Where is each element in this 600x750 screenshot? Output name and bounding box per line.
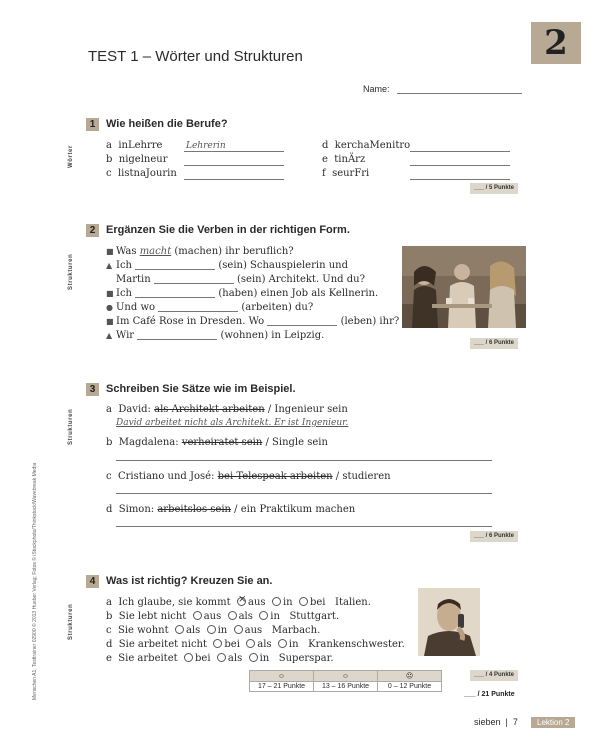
grade-face-ok-icon: ☺: [314, 671, 378, 682]
item-text: Ich glaube, sie kommt: [118, 597, 231, 608]
man-on-phone-photo: [418, 588, 480, 656]
s2-post: (haben) einen Job als Kellnerin.: [218, 288, 379, 299]
triangle-bullet-icon: ▲: [106, 261, 113, 270]
option-label: in: [259, 653, 270, 664]
square-bullet-icon: ■: [106, 247, 114, 256]
item-letter: e: [322, 154, 328, 165]
s1-line-e[interactable]: [410, 165, 510, 166]
cafe-photo-illustration: [402, 246, 526, 328]
grade-range: 0 – 12 Punkte: [378, 682, 442, 692]
radio-circle-icon[interactable]: [246, 639, 255, 648]
radio-circle-icon[interactable]: [184, 653, 193, 662]
s2-pre: Wir: [116, 330, 135, 341]
square-bullet-icon: ■: [106, 289, 114, 298]
s2-blank[interactable]: [137, 339, 217, 340]
s1-item-d: [322, 140, 410, 151]
s2-line-3: [116, 274, 365, 285]
s4-item-d: [106, 639, 405, 650]
s1-item-a: [106, 140, 162, 151]
item-letter: d: [106, 639, 113, 650]
new-phrase: / Single sein: [265, 437, 328, 448]
s3-answer-line-d[interactable]: [116, 526, 492, 527]
s2-example-answer: macht: [139, 246, 172, 257]
s3-example-sentence: David arbeitet nicht als Architekt. Er ist Ingenieur.: [116, 418, 349, 428]
total-score: ___ / 21 Punkte: [464, 691, 515, 698]
item-text: Sie wohnt: [117, 625, 169, 636]
s3-item-a: [106, 404, 348, 415]
s1-line-a[interactable]: [184, 151, 284, 152]
radio-circle-icon[interactable]: [278, 639, 287, 648]
radio-circle-icon[interactable]: [272, 597, 281, 606]
s3-item-c: [106, 471, 391, 482]
footer-lesson-tab: Lektion 2: [531, 717, 575, 728]
option-label: als: [238, 611, 253, 622]
item-text: Sie arbeitet nicht: [118, 639, 208, 650]
radio-circle-icon[interactable]: [175, 625, 184, 634]
section-4-title: Was ist richtig? Kreuzen Sie an.: [106, 575, 273, 587]
s1-item-f: [322, 168, 369, 179]
s3-item-b: [106, 437, 328, 448]
footer-page: sieben | 7: [474, 717, 518, 727]
new-phrase: / studieren: [335, 471, 391, 482]
s4-item-a: [106, 597, 371, 608]
item-letter: d: [106, 504, 113, 515]
s2-post: (arbeiten) du?: [241, 302, 314, 313]
radio-circle-icon[interactable]: [213, 639, 222, 648]
item-end: Stuttgart.: [289, 611, 340, 622]
option-label: aus: [244, 625, 263, 636]
radio-circle-icon[interactable]: [259, 611, 268, 620]
s1-line-d[interactable]: [410, 151, 510, 152]
option-label: als: [257, 639, 272, 650]
s4-item-e: [106, 653, 334, 664]
section-4-score: ___ / 4 Punkte: [470, 670, 518, 681]
circle-bullet-icon: ●: [106, 303, 113, 312]
item-end: Superspar.: [278, 653, 334, 664]
square-bullet-icon: ■: [106, 317, 114, 326]
s1-item-b: [106, 154, 168, 165]
item-letter: d: [322, 140, 329, 151]
s1-answer-a: Lehrerin: [186, 141, 226, 151]
s2-line-5: [106, 302, 313, 313]
s2-line-1: [106, 246, 294, 257]
item-text: Sie arbeitet: [118, 653, 178, 664]
triangle-bullet-icon: ▲: [106, 331, 113, 340]
s2-blank[interactable]: [135, 269, 215, 270]
radio-circle-icon[interactable]: [228, 611, 237, 620]
s2-blank[interactable]: [135, 297, 215, 298]
man-on-phone-illustration: [418, 588, 480, 656]
s3-item-d: [106, 504, 355, 515]
s2-line-7: [106, 330, 324, 341]
name-field[interactable]: [397, 93, 522, 94]
s2-pre: Ich: [116, 288, 132, 299]
s1-item-c: [106, 168, 177, 179]
item-end: Krankenschwester.: [308, 639, 405, 650]
option-label: bei: [309, 597, 326, 608]
section-1-number: 1: [86, 118, 99, 131]
checked-circle-icon[interactable]: [237, 597, 246, 606]
item-letter: a: [106, 140, 112, 151]
item-text: listnaJourin: [117, 168, 177, 179]
struck-phrase: bei Telespeak arbeiten: [217, 471, 333, 482]
name-label: Name:: [363, 84, 390, 94]
struck-phrase: als Architekt arbeiten: [154, 404, 265, 415]
item-letter: b: [106, 611, 113, 622]
section-3-number: 3: [86, 383, 99, 396]
section-4-number: 4: [86, 575, 99, 588]
page-number: 7: [512, 717, 518, 727]
item-text: tinÄrz: [334, 154, 366, 165]
cafe-photo: [402, 246, 526, 328]
item-end: Marbach.: [271, 625, 321, 636]
item-letter: b: [106, 154, 113, 165]
item-text: inLehrre: [118, 140, 163, 151]
item-name: David:: [118, 404, 151, 415]
s2-blank[interactable]: [154, 283, 234, 284]
section-2-number: 2: [86, 224, 99, 237]
radio-circle-icon[interactable]: [234, 625, 243, 634]
item-letter: c: [106, 168, 112, 179]
lesson-number-badge: 2: [531, 22, 581, 64]
section-1-side-label: Wörter: [68, 145, 74, 168]
section-1-score: ___ / 5 Punkte: [470, 183, 518, 194]
new-phrase: / Ingenieur sein: [267, 404, 348, 415]
item-letter: c: [106, 625, 112, 636]
new-phrase: / ein Praktikum machen: [234, 504, 356, 515]
item-text: Sie lebt nicht: [118, 611, 187, 622]
s3-answer-line-c[interactable]: [116, 493, 492, 494]
section-2-title: Ergänzen Sie die Verben in der richtigen Form.: [106, 224, 350, 236]
option-label: bei: [195, 653, 211, 664]
radio-circle-icon[interactable]: [193, 611, 202, 620]
grading-table: [249, 670, 442, 692]
s2-line-2: [106, 260, 348, 271]
item-letter: a: [106, 597, 112, 608]
section-2-score: ___ / 6 Punkte: [470, 338, 518, 349]
item-letter: f: [322, 168, 326, 179]
radio-circle-icon[interactable]: [207, 625, 216, 634]
option-label: aus: [203, 611, 222, 622]
item-text: nigelneur: [118, 154, 168, 165]
s1-line-c[interactable]: [184, 179, 284, 180]
option-label: bei: [224, 639, 240, 650]
s2-pre: Martin: [116, 274, 151, 285]
item-letter: a: [106, 404, 112, 415]
section-4-side-label: Strukturen: [68, 603, 74, 640]
option-label: als: [227, 653, 243, 664]
item-letter: c: [106, 471, 112, 482]
item-name: Magdalena:: [118, 437, 179, 448]
option-label: in: [282, 597, 293, 608]
s2-pre: Was: [116, 246, 137, 257]
option-label: in: [217, 625, 228, 636]
s2-blank[interactable]: [158, 311, 238, 312]
s3-answer-line-b[interactable]: [116, 460, 492, 461]
section-3-score: ___ / 6 Punkte: [470, 531, 518, 542]
radio-circle-icon[interactable]: [299, 597, 308, 606]
option-label: in: [288, 639, 299, 650]
s1-line-b[interactable]: [184, 165, 284, 166]
s2-line-6: [106, 316, 399, 327]
item-letter: e: [106, 653, 112, 664]
page-title: TEST 1 – Wörter und Strukturen: [88, 48, 303, 65]
s2-post: (sein) Schauspielerin und: [218, 260, 348, 271]
item-text: kerchaMenitro: [334, 140, 411, 151]
struck-phrase: arbeitslos sein: [157, 504, 231, 515]
page-word: sieben: [474, 717, 501, 727]
s2-post: (leben) ihr?: [340, 316, 400, 327]
s2-post: (sein) Architekt. Und du?: [237, 274, 365, 285]
item-text: seurFri: [332, 168, 370, 179]
grade-face-good-icon: ☺: [250, 671, 314, 682]
item-name: Simon:: [118, 504, 155, 515]
section-3-side-label: Strukturen: [68, 408, 74, 445]
grade-face-bad-icon: ☹: [378, 671, 442, 682]
item-name: Cristiano und José:: [117, 471, 215, 482]
s1-item-e: [322, 154, 365, 165]
s2-pre: Und wo: [116, 302, 156, 313]
s2-pre: Ich: [116, 260, 132, 271]
struck-phrase: verheiratet sein: [181, 437, 263, 448]
s2-line-4: [106, 288, 378, 299]
option-label: in: [270, 611, 280, 622]
s2-post: (wohnen) in Leipzig.: [220, 330, 325, 341]
section-2-side-label: Strukturen: [68, 253, 74, 290]
copyright-notice: Menschen A1, Testtrainer 02900 © 2013 Hueber Verlag; Fotos © iStockphoto/Thinkstock/Wavebreak Media: [32, 462, 38, 700]
section-1-title: Wie heißen die Berufe?: [106, 118, 228, 130]
option-label: als: [185, 625, 201, 636]
radio-circle-icon[interactable]: [249, 653, 258, 662]
item-letter: b: [106, 437, 113, 448]
s1-line-f[interactable]: [410, 179, 510, 180]
s4-item-b: [106, 611, 339, 622]
grade-range: 13 – 16 Punkte: [314, 682, 378, 692]
item-end: Italien.: [335, 597, 371, 608]
option-label: aus: [248, 597, 266, 608]
radio-circle-icon[interactable]: [217, 653, 226, 662]
s2-post: (machen) ihr beruflich?: [174, 246, 294, 257]
s2-pre: Im Café Rose in Dresden. Wo: [116, 316, 265, 327]
s2-blank[interactable]: [267, 325, 337, 326]
s4-item-c: [106, 625, 320, 636]
section-3-title: Schreiben Sie Sätze wie im Beispiel.: [106, 383, 296, 395]
grade-range: 17 – 21 Punkte: [250, 682, 314, 692]
